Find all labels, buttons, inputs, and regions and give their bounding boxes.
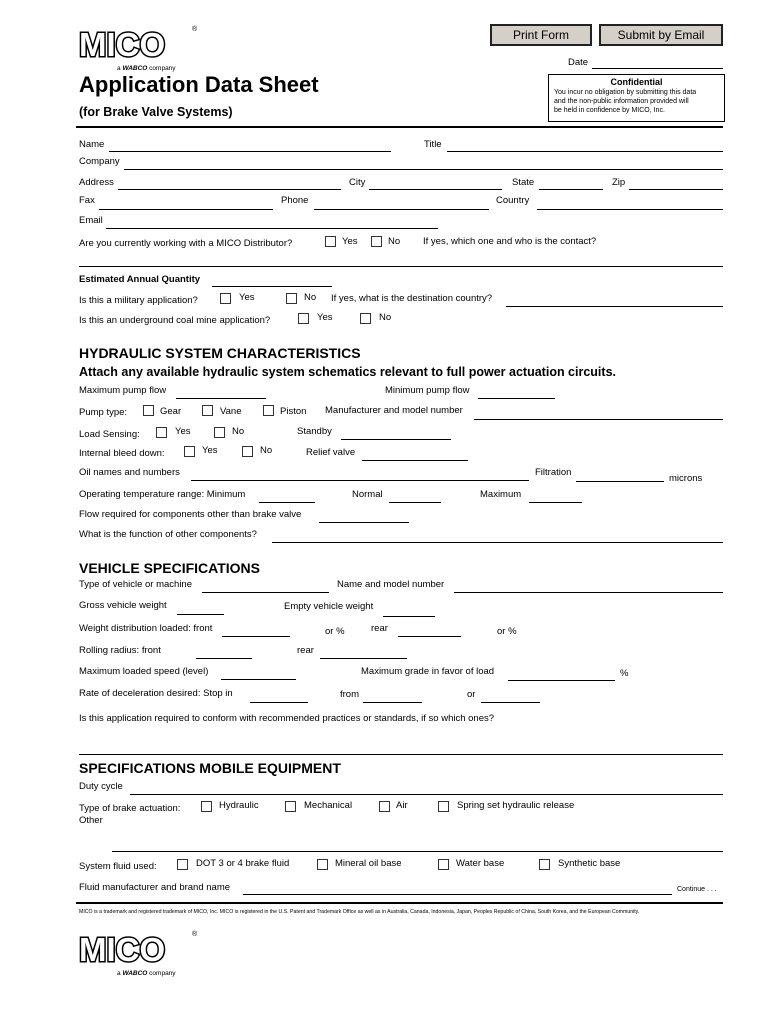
annual-quantity-field[interactable] [212, 286, 332, 287]
distributor-question: Are you currently working with a MICO Distributor? [79, 238, 293, 249]
coal-yes-label: Yes [317, 312, 333, 323]
submit-by-email-button[interactable]: Submit by Email [599, 24, 723, 46]
filtration-field[interactable] [576, 481, 664, 482]
model-number-label: Name and model number [337, 579, 445, 590]
distributor-no-checkbox[interactable] [371, 236, 382, 247]
pump-piston-label: Piston [280, 406, 307, 417]
temp-max-field[interactable] [529, 502, 582, 503]
title-label: Title [424, 139, 442, 150]
decel-from-field[interactable] [363, 702, 422, 703]
temp-normal-label: Normal [352, 489, 383, 500]
rolling-rear-label: rear [297, 645, 314, 656]
zip-label: Zip [612, 177, 626, 188]
coal-yes-checkbox[interactable] [298, 313, 309, 324]
load-sensing-label: Load Sensing: [79, 429, 140, 440]
actuation-hydraulic-checkbox[interactable] [201, 801, 212, 812]
standby-field[interactable] [341, 439, 451, 440]
city-field[interactable] [369, 189, 502, 190]
actuation-spring-checkbox[interactable] [438, 801, 449, 812]
weight-front-pct-label: or % [325, 626, 345, 637]
actuation-mechanical-checkbox[interactable] [285, 801, 296, 812]
gross-weight-field[interactable] [177, 614, 224, 615]
address-field[interactable] [118, 189, 341, 190]
military-question: Is this a military application? [79, 295, 198, 306]
relief-valve-label: Relief valve [306, 447, 356, 458]
email-label: Email [79, 215, 103, 226]
page-title: Application Data Sheet [79, 72, 319, 97]
military-yes-checkbox[interactable] [220, 293, 231, 304]
weight-rear-field[interactable] [398, 636, 461, 637]
max-grade-pct-label: % [620, 668, 629, 679]
gross-weight-label: Gross vehicle weight [79, 600, 167, 611]
fluid-dot-label: DOT 3 or 4 brake fluid [196, 858, 290, 869]
oil-names-field[interactable] [191, 480, 529, 481]
pump-vane-label: Vane [220, 406, 242, 417]
oil-names-label: Oil names and numbers [79, 467, 180, 478]
pump-gear-label: Gear [160, 406, 182, 417]
pump-vane-checkbox[interactable] [202, 405, 213, 416]
confidential-box: Confidential You incur no obligation by submitting this data and the non-public information provided will be held in confidence by MICO, Inc. [548, 74, 725, 122]
print-form-button[interactable]: Print Form [490, 24, 592, 46]
vehicle-heading: VEHICLE SPECIFICATIONS [79, 560, 260, 576]
fax-field[interactable] [99, 209, 273, 210]
load-sensing-no-label: No [232, 426, 245, 437]
coal-no-label: No [379, 312, 392, 323]
distributor-no-label: No [388, 236, 401, 247]
manufacturer-label: Manufacturer and model number [325, 405, 463, 416]
annual-quantity-label: Estimated Annual Quantity [79, 274, 201, 285]
country-label: Country [496, 195, 530, 206]
empty-weight-label: Empty vehicle weight [284, 601, 374, 612]
relief-valve-field[interactable] [362, 460, 468, 461]
bleed-yes-checkbox[interactable] [184, 446, 195, 457]
actuation-air-checkbox[interactable] [379, 801, 390, 812]
mobile-heading: SPECIFICATIONS MOBILE EQUIPMENT [79, 760, 341, 776]
country-field[interactable] [537, 209, 723, 210]
military-yes-label: Yes [239, 292, 255, 303]
header-rule [76, 126, 723, 128]
weight-rear-pct-label: or % [497, 626, 517, 637]
fluid-dot-checkbox[interactable] [177, 859, 188, 870]
duty-cycle-label: Duty cycle [79, 781, 123, 792]
actuation-other-field[interactable] [112, 851, 723, 852]
flow-other-field[interactable] [319, 522, 409, 523]
fax-label: Fax [79, 195, 95, 206]
function-other-label: What is the function of other components? [79, 529, 257, 540]
state-label: State [512, 177, 535, 188]
page-subtitle: (for Brake Valve Systems) [79, 105, 233, 119]
vehicle-type-field[interactable] [202, 592, 329, 593]
mico-logo: MICO ® a WABCO company [79, 26, 198, 72]
actuation-hydraulic-label: Hydraulic [219, 800, 259, 811]
temp-min-field[interactable] [259, 502, 315, 503]
distributor-yes-label: Yes [342, 236, 358, 247]
fluid-water-checkbox[interactable] [438, 859, 449, 870]
fluid-synthetic-checkbox[interactable] [539, 859, 550, 870]
actuation-other-label: Other [79, 815, 103, 826]
name-field[interactable] [109, 151, 391, 152]
standards-field[interactable] [79, 754, 723, 755]
actuation-spring-label: Spring set hydraulic release [457, 800, 575, 811]
company-field[interactable] [124, 169, 723, 170]
model-number-field[interactable] [454, 592, 723, 593]
title-field[interactable] [447, 151, 723, 152]
distributor-contact-field[interactable] [79, 266, 723, 267]
trademark-notice: MICO is a trademark and registered trademark of MICO, Inc. MICO is registered in the U.S. Patent and Trademark Office as well as in Australia, Canada, Indonesia, Japan, Peoples Republic of China, South Korea, and the European Community. [79, 909, 640, 915]
hydraulic-attach-note: Attach any available hydraulic system schematics relevant to full power actuation circuits. [79, 365, 616, 379]
decel-from-label: from [340, 689, 359, 700]
name-label: Name [79, 139, 105, 150]
military-followup: If yes, what is the destination country? [331, 293, 493, 304]
fluid-used-label: System fluid used: [79, 861, 157, 872]
destination-country-field[interactable] [506, 306, 723, 307]
footer-rule [76, 902, 723, 904]
rolling-radius-label: Rolling radius: front [79, 645, 161, 656]
temp-normal-field[interactable] [389, 502, 441, 503]
actuation-mechanical-label: Mechanical [304, 800, 353, 811]
max-grade-label: Maximum grade in favor of load [361, 666, 495, 677]
standby-label: Standby [297, 426, 332, 437]
address-label: Address [79, 177, 114, 188]
date-label: Date [568, 57, 589, 68]
bleed-no-label: No [260, 445, 273, 456]
pump-gear-checkbox[interactable] [143, 405, 154, 416]
max-pump-flow-field[interactable] [176, 398, 266, 399]
microns-label: microns [669, 473, 703, 484]
fluid-brand-field[interactable] [243, 894, 672, 895]
max-speed-field[interactable] [221, 679, 296, 680]
decel-or-field[interactable] [481, 702, 540, 703]
actuation-air-label: Air [396, 800, 408, 811]
fluid-mineral-checkbox[interactable] [317, 859, 328, 870]
fluid-mineral-label: Mineral oil base [335, 858, 402, 869]
filtration-label: Filtration [535, 467, 572, 478]
phone-label: Phone [281, 195, 309, 206]
temp-max-label: Maximum [480, 489, 522, 500]
decel-stop-field[interactable] [250, 702, 308, 703]
min-pump-flow-label: Minimum pump flow [385, 385, 470, 396]
phone-field[interactable] [314, 209, 489, 210]
weight-front-field[interactable] [222, 636, 290, 637]
fluid-brand-label: Fluid manufacturer and brand name [79, 882, 231, 893]
distributor-followup: If yes, which one and who is the contact? [423, 236, 597, 247]
pump-type-label: Pump type: [79, 407, 128, 418]
load-sensing-no-checkbox[interactable] [214, 427, 225, 438]
hydraulic-heading: HYDRAULIC SYSTEM CHARACTERISTICS [79, 345, 361, 361]
city-label: City [349, 177, 366, 188]
date-field[interactable] [592, 68, 723, 69]
decel-or-label: or [467, 689, 476, 700]
flow-other-label: Flow required for components other than brake valve [79, 509, 302, 520]
mico-logo-footer: MICO ® a WABCO company [79, 931, 198, 977]
bleed-yes-label: Yes [202, 445, 218, 456]
load-sensing-yes-checkbox[interactable] [156, 427, 167, 438]
fluid-water-label: Water base [456, 858, 505, 869]
weight-rear-label: rear [371, 623, 388, 634]
distributor-yes-checkbox[interactable] [325, 236, 336, 247]
rolling-rear-field[interactable] [320, 658, 407, 659]
fluid-synthetic-label: Synthetic base [558, 858, 621, 869]
military-no-checkbox[interactable] [286, 293, 297, 304]
empty-weight-field[interactable] [383, 616, 435, 617]
duty-cycle-field[interactable] [130, 794, 723, 795]
pump-piston-checkbox[interactable] [263, 405, 274, 416]
decel-label: Rate of deceleration desired: Stop in [79, 688, 233, 699]
weight-dist-label: Weight distribution loaded: front [79, 623, 213, 634]
coal-mine-question: Is this an underground coal mine application? [79, 315, 271, 326]
function-other-field[interactable] [272, 542, 723, 543]
vehicle-type-label: Type of vehicle or machine [79, 579, 193, 590]
zip-field[interactable] [629, 189, 723, 190]
standards-question: Is this application required to conform with recommended practices or standards, if so which ones? [79, 713, 495, 724]
bleed-no-checkbox[interactable] [242, 446, 253, 457]
email-field[interactable] [106, 228, 438, 229]
military-no-label: No [304, 292, 317, 303]
max-speed-label: Maximum loaded speed (level) [79, 666, 209, 677]
continue-label: Continue . . . [677, 886, 717, 893]
max-pump-flow-label: Maximum pump flow [79, 385, 167, 396]
manufacturer-field[interactable] [474, 419, 723, 420]
max-grade-field[interactable] [508, 680, 615, 681]
min-pump-flow-field[interactable] [478, 398, 555, 399]
temp-min-label: Operating temperature range: Minimum [79, 489, 246, 500]
rolling-front-field[interactable] [196, 658, 252, 659]
load-sensing-yes-label: Yes [175, 426, 191, 437]
company-label: Company [79, 156, 120, 167]
state-field[interactable] [539, 189, 603, 190]
bleed-down-label: Internal bleed down: [79, 448, 165, 459]
actuation-label: Type of brake actuation: [79, 803, 181, 814]
coal-no-checkbox[interactable] [360, 313, 371, 324]
